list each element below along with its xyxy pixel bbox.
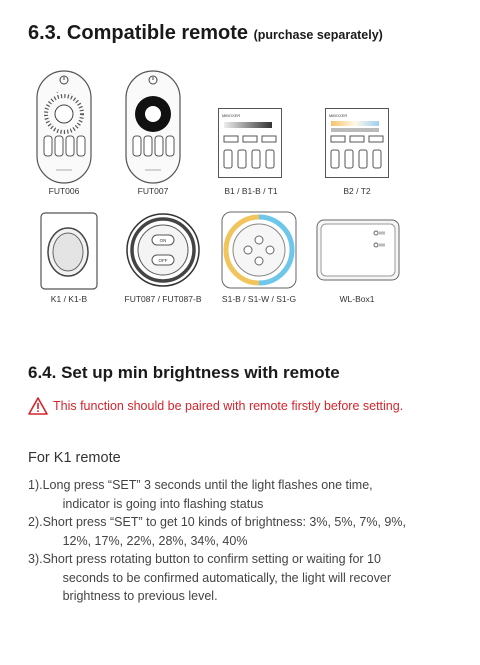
caption-fut007: FUT007 — [137, 186, 169, 196]
step-text: 12%, 17%, 22%, 28%, 34%, 40% — [62, 533, 248, 548]
k1-subheading: For K1 remote — [28, 450, 121, 466]
step-text: indicator is going into flashing status — [62, 496, 264, 511]
caption-k1: K1 / K1-B — [50, 294, 88, 304]
wl-box1-icon — [316, 219, 400, 281]
fut007-remote-icon — [125, 70, 181, 184]
warning-text: This function should be paired with remote firstly before setting. — [53, 399, 404, 413]
fut087-dial-icon — [125, 210, 201, 290]
caption-fut087: FUT087 / FUT087-B — [124, 294, 202, 304]
svg-text:-: - — [70, 90, 72, 95]
section-6-3-title — [28, 22, 383, 45]
fut087-off-label: OFF — [158, 258, 168, 263]
step-text: seconds to be confirmed automatically, the light will recover — [62, 570, 391, 585]
b2-panel-icon — [325, 108, 389, 178]
caption-b2: B2 / T2 — [343, 186, 371, 196]
step-text: Short press rotating button to confirm setting or waiting for 10 — [42, 552, 381, 566]
b1-brand: MiBOXER — [222, 113, 241, 118]
step-number: 1). — [28, 478, 43, 492]
section-title-text: 6.3. Compatible remote — [28, 22, 249, 44]
step-text: Short press “SET” to get 10 kinds of brightness: 3%, 5%, 7%, 9%, — [42, 515, 406, 529]
section-6-4-title: 6.4. Set up min brightness with remote — [28, 363, 340, 382]
b1-panel-icon — [218, 108, 282, 178]
warning-icon — [28, 397, 48, 415]
caption-fut006: FUT006 — [48, 186, 80, 196]
svg-text:+: + — [56, 90, 59, 95]
step-text: Long press “SET” 3 seconds until the light flashes one time, — [42, 478, 373, 492]
b2-brand: MiBOXER — [329, 113, 348, 118]
step-number: 3). — [28, 552, 43, 566]
caption-b1: B1 / B1-B / T1 — [224, 186, 278, 196]
warning-note — [28, 397, 403, 415]
purchase-note: (purchase separately) — [253, 28, 383, 42]
step-item — [28, 513, 458, 550]
fut087-on-label: ON — [159, 238, 167, 243]
step-item — [28, 476, 458, 513]
step-number: 2). — [28, 515, 43, 529]
k1-knob-icon — [40, 212, 98, 290]
step-item — [28, 550, 458, 606]
caption-wl-box1: WL-Box1 — [339, 294, 375, 304]
step-text: brightness to previous level. — [62, 589, 218, 603]
caption-s1: S1-B / S1-W / S1-G — [221, 294, 297, 304]
fut006-remote-icon — [36, 70, 92, 184]
step-list — [28, 476, 458, 606]
s1-dial-icon — [221, 211, 297, 289]
